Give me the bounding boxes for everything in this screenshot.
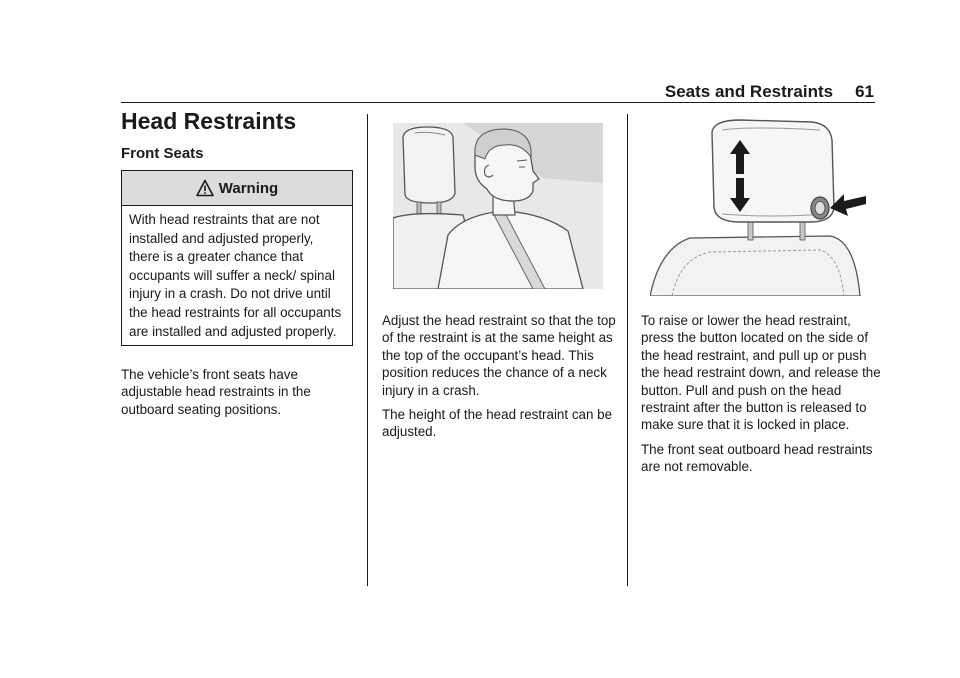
page-title: Head Restraints bbox=[121, 108, 297, 134]
paragraph: The height of the head restraint can be adjusted. bbox=[382, 407, 613, 440]
subsection-title: Front Seats bbox=[121, 145, 204, 162]
page-number: 61 bbox=[855, 82, 874, 101]
running-header bbox=[665, 82, 874, 102]
col3-text bbox=[641, 312, 885, 483]
head-restraint-adjustment-illustration bbox=[650, 118, 870, 296]
paragraph: The vehicle’s front seats have adjustable head restraints in the outboard seating positions. bbox=[121, 367, 311, 417]
paragraph: To raise or lower the head restraint, press the button located on the side of the head restraint, and pull up or push the head restraint down, and release the button. Pull and push on the head restraint after the button is released to make sure that it is locked in place. bbox=[641, 313, 881, 433]
press-button-arrow-icon bbox=[830, 192, 866, 216]
warning-triangle-icon bbox=[196, 179, 214, 197]
paragraph: The front seat outboard head restraints are not removable. bbox=[641, 441, 873, 475]
column-divider-1 bbox=[367, 114, 368, 586]
arrow-up-icon bbox=[730, 140, 750, 174]
warning-box bbox=[121, 170, 353, 346]
col2-text bbox=[382, 312, 616, 448]
column-divider-2 bbox=[627, 114, 628, 586]
header-divider bbox=[121, 102, 875, 103]
warning-text: With head restraints that are not installed and adjusted properly, there is a greater chance that occupants will suffer a neck/ spinal injury in a crash. Do not drive until the head restraints for all occupants are installed and adjusted properly. bbox=[129, 212, 342, 339]
col1-text bbox=[121, 366, 355, 425]
paragraph: Adjust the head restraint so that the top of the restraint is at the same height as the top of the occupant’s head. This position reduces the chance of a neck injury in a crash. bbox=[382, 313, 616, 398]
warning-header bbox=[122, 171, 352, 206]
occupant-head-restraint-illustration bbox=[393, 123, 603, 289]
warning-label: Warning bbox=[218, 179, 279, 197]
arrow-down-icon bbox=[730, 178, 750, 212]
header-section-title: Seats and Restraints bbox=[664, 82, 834, 101]
